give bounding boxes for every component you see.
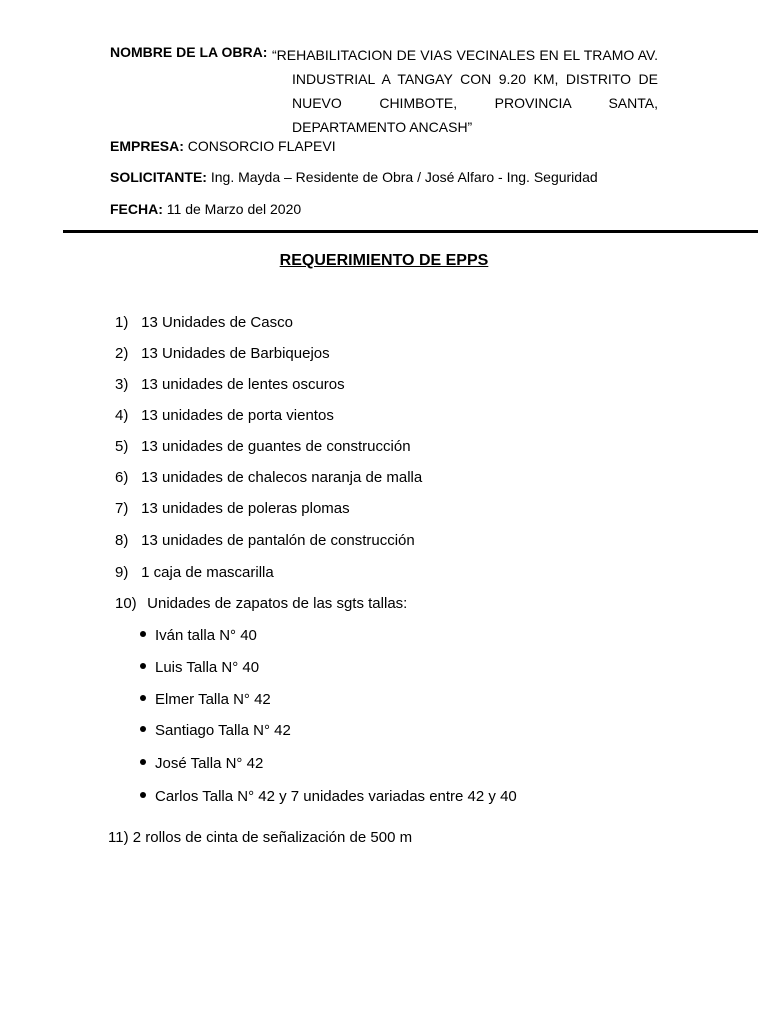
size-item: Elmer Talla N° 42 [140,691,271,709]
list-item: 7) 13 unidades de poleras plomas [115,500,350,517]
size-item: Luis Talla N° 40 [140,659,259,677]
list-item: 2) 13 Unidades de Barbiquejos [115,345,330,362]
bullet-icon [140,631,146,637]
list-item: 6) 13 unidades de chalecos naranja de malla [115,469,423,486]
size-item: Carlos Talla N° 42 y 7 unidades variadas entre 42 y 40 [140,788,517,806]
bullet-icon [140,695,146,701]
empresa-label: EMPRESA: [110,138,184,154]
obra-line: INDUSTRIAL A TANGAY CON 9.20 KM, DISTRITO DE [292,71,658,87]
list-item: 1) 13 Unidades de Casco [115,314,293,331]
empresa-row [110,137,336,155]
bullet-icon [140,792,146,798]
obra-line: DEPARTAMENTO ANCASH” [292,119,473,135]
list-item: 10) Unidades de zapatos de las sgts tallas: [115,595,408,612]
list-item: 8) 13 unidades de pantalón de construcción [115,532,415,549]
size-item: Santiago Talla N° 42 [140,722,291,740]
solicitante-label: SOLICITANTE: [110,169,207,185]
bullet-icon [140,759,146,765]
fecha-row [110,200,301,218]
list-item: 4) 13 unidades de porta vientos [115,407,334,424]
fecha-value: 11 de Marzo del 2020 [166,201,302,217]
list-item: 3) 13 unidades de lentes oscuros [115,376,345,393]
bullet-icon [140,663,146,669]
obra-label: NOMBRE DE LA OBRA: [110,44,268,60]
size-item: Iván talla N° 40 [140,627,257,645]
divider [63,230,758,233]
page-title: REQUERIMIENTO DE EPPS [279,252,489,269]
solicitante-row [110,168,598,186]
empresa-value: CONSORCIO FLAPEVI [187,138,336,154]
solicitante-value: Ing. Mayda – Residente de Obra / José Alfaro - Ing. Seguridad [210,169,598,185]
list-item: 9) 1 caja de mascarilla [115,564,274,581]
obra-line: NUEVO CHIMBOTE, PROVINCIA SANTA, [292,95,658,111]
obra-text [272,43,658,139]
list-item: 11) 2 rollos de cinta de señalización de 500 m [108,829,413,846]
size-item: José Talla N° 42 [140,755,263,773]
obra-line: “REHABILITACION DE VIAS VECINALES EN EL TRAMO AV. [272,47,658,63]
bullet-icon [140,726,146,732]
fecha-label: FECHA: [110,201,163,217]
list-item: 5) 13 unidades de guantes de construcción [115,438,411,455]
